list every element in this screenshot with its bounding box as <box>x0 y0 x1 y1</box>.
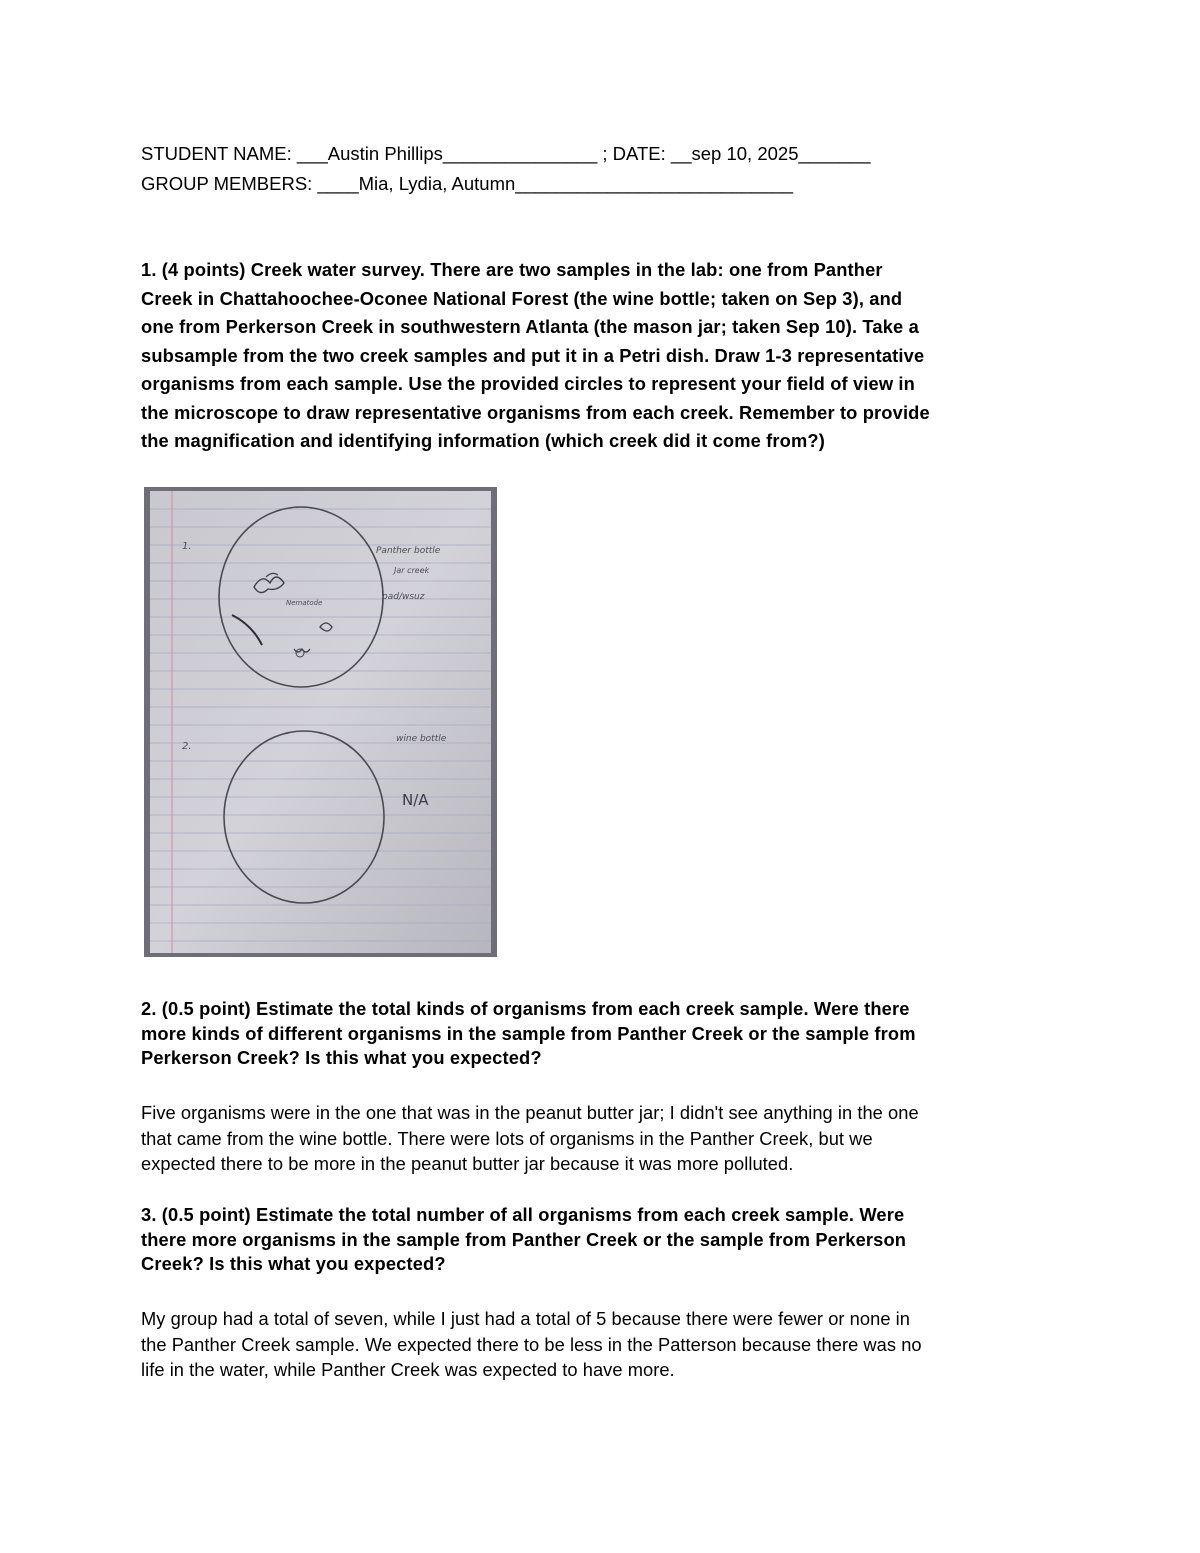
drawing-item-1-number: 1. <box>182 541 192 552</box>
answer-2 <box>141 1100 1071 1177</box>
notebook-drawing-photo <box>144 487 497 957</box>
question-1-line: subsample from the two creek samples and put it in a Petri dish. Draw 1-3 representative <box>141 344 925 366</box>
question-2-line: more kinds of different organisms in the sample from Panther Creek or the sample from <box>141 1022 916 1044</box>
drawing-label-panther: Panther bottle <box>376 546 441 556</box>
drawing-label-creek: Jar creek <box>394 566 430 575</box>
question-2-line: Perkerson Creek? Is this what you expected? <box>141 1047 542 1068</box>
question-1-line: Creek in Chattahoochee-Oconee National Forest (the wine bottle; taken on Sep 3), and <box>141 287 903 309</box>
question-3-line: 3. (0.5 point) Estimate the total number of all organisms from each creek sample. Were <box>141 1204 905 1225</box>
drawing-organism-note: Nematode <box>286 599 323 607</box>
question-3-line: Creek? Is this what you expected? <box>141 1253 446 1274</box>
drawing-label-wine-bottle: wine bottle <box>396 734 447 744</box>
answer-3-line: life in the water, while Panther Creek was expected to have more. <box>141 1359 675 1380</box>
student-name-date-line: STUDENT NAME: ___Austin Phillips_______________ ; DATE: __sep 10, 2025_______ <box>141 143 871 164</box>
drawing-label-na: N/A <box>402 791 429 809</box>
question-3 <box>141 1203 1061 1277</box>
question-1-line: 1. (4 points) Creek water survey. There are two samples in the lab: one from Panther <box>141 259 883 280</box>
question-3-line: there more organisms in the sample from Panther Creek or the sample from Perkerson <box>141 1228 907 1250</box>
question-1-line: organisms from each sample. Use the provided circles to represent your field of view in <box>141 373 915 394</box>
drawing-item-2-number: 2. <box>182 741 192 752</box>
answer-2-line: Five organisms were in the one that was in the peanut butter jar; I didn't see anything in the one <box>141 1102 919 1123</box>
answer-3 <box>141 1306 1071 1383</box>
question-1 <box>141 256 1061 456</box>
question-1-line: the magnification and identifying information (which creek did it come from?) <box>141 430 825 451</box>
question-1-line: the microscope to draw representative organisms from each creek. Remember to provide <box>141 401 930 423</box>
drawing-label-pad: pad/wsuz <box>382 592 425 602</box>
question-2-line: 2. (0.5 point) Estimate the total kinds of organisms from each creek sample. Were there <box>141 998 910 1019</box>
group-members-line: GROUP MEMBERS: ____Mia, Lydia, Autumn___________________________ <box>141 173 794 194</box>
answer-2-line: that came from the wine bottle. There were lots of organisms in the Panther Creek, but we <box>141 1127 873 1149</box>
answer-2-line: expected there to be more in the peanut butter jar because it was more polluted. <box>141 1153 794 1174</box>
question-2 <box>141 997 1061 1071</box>
question-1-line: one from Perkerson Creek in southwestern Atlanta (the mason jar; taken Sep 10). Take a <box>141 316 919 337</box>
answer-3-line: the Panther Creek sample. We expected there to be less in the Patterson because there was no <box>141 1333 922 1355</box>
answer-3-line: My group had a total of seven, while I just had a total of 5 because there were fewer or none in <box>141 1308 911 1329</box>
